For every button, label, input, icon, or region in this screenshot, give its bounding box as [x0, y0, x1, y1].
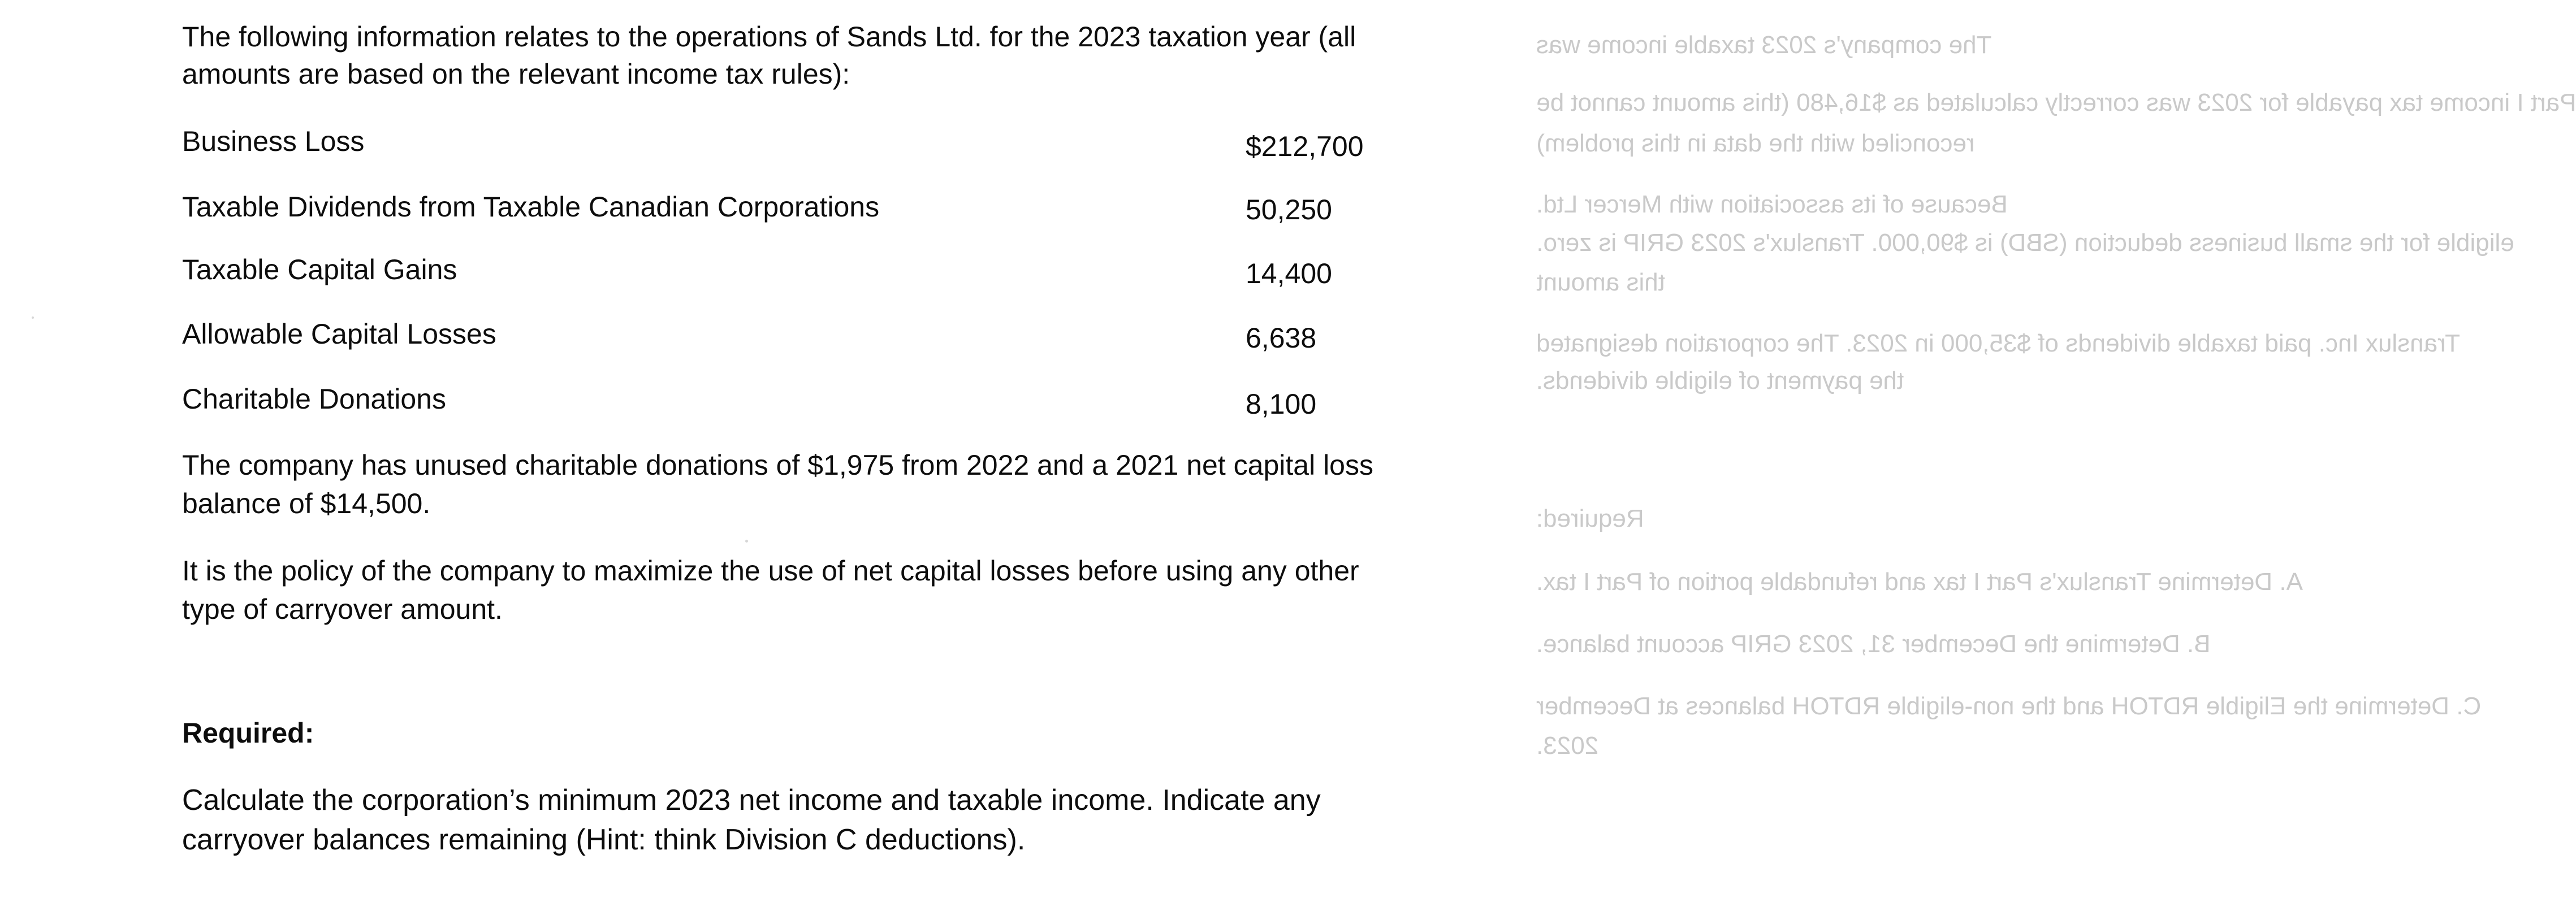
item-amount-taxable-capital-gains: 14,400	[1246, 258, 1332, 289]
bleed-through-text: Part I income tax payable for 2023 was correctly calculated as $16,480 (this amount cannot be	[1536, 89, 2576, 116]
required-line-2: carryover balances remaining (Hint: think Division C deductions).	[182, 823, 1026, 856]
item-amount-charitable-donations: 8,100	[1246, 388, 1317, 420]
bleed-through-text: Required:	[1536, 505, 1644, 532]
item-label-charitable-donations: Charitable Donations	[182, 383, 446, 415]
item-label-taxable-capital-gains: Taxable Capital Gains	[182, 254, 457, 285]
scan-speck	[32, 316, 34, 319]
item-amount-business-loss: $212,700	[1246, 131, 1364, 162]
note-unused-donations-line-1: The company has unused charitable donations of $1,975 from 2022 and a 2021 net capital loss	[182, 449, 1373, 481]
bleed-through-text: this amount	[1536, 268, 1665, 296]
bleed-through-text: A. Determine Translux's Part I tax and refundable portion of Part I tax.	[1536, 568, 2303, 596]
item-amount-allowable-capital-losses: 6,638	[1246, 322, 1317, 354]
required-heading: Required:	[182, 717, 314, 749]
bleed-through-text: the payment of eligible dividends.	[1536, 367, 1904, 394]
bleed-through-text: B. Determine the December 31, 2023 GRIP account balance.	[1536, 630, 2211, 658]
required-line-1: Calculate the corporation’s minimum 2023 net income and taxable income. Indicate any	[182, 784, 1321, 817]
item-label-business-loss: Business Loss	[182, 125, 365, 157]
bleed-through-text: eligible for the small business deduction (SBD) is $90,000. Translux's 2023 GRIP is zero.	[1536, 229, 2514, 257]
note-policy-line-2: type of carryover amount.	[182, 593, 503, 625]
item-label-allowable-capital-losses: Allowable Capital Losses	[182, 318, 496, 350]
intro-line-2: amounts are based on the relevant income tax rules):	[182, 58, 850, 90]
bleed-through-text: 2023.	[1536, 732, 1599, 760]
note-policy-line-1: It is the policy of the company to maximize the use of net capital losses before using any other	[182, 555, 1359, 587]
bleed-through-text: Because of its association with Mercer Ltd.	[1536, 190, 2008, 218]
note-unused-donations-line-2: balance of $14,500.	[182, 488, 431, 519]
intro-line-1: The following information relates to the operations of Sands Ltd. for the 2023 taxation year (all	[182, 21, 1356, 53]
bleed-through-text: C. Determine the Eligible RDTOH and the non-eligible RDTOH balances at December	[1536, 692, 2482, 720]
item-label-taxable-dividends: Taxable Dividends from Taxable Canadian Corporations	[182, 191, 880, 223]
bleed-through-text: The company's 2023 taxable income was	[1536, 31, 1992, 59]
bleed-through-text: Translux Inc. paid taxable dividends of $35,000 in 2023. The corporation designated	[1536, 329, 2460, 357]
bleed-through-text: reconciled with the data in this problem)	[1536, 129, 1975, 157]
item-amount-taxable-dividends: 50,250	[1246, 194, 1332, 225]
scan-speck	[745, 540, 748, 543]
